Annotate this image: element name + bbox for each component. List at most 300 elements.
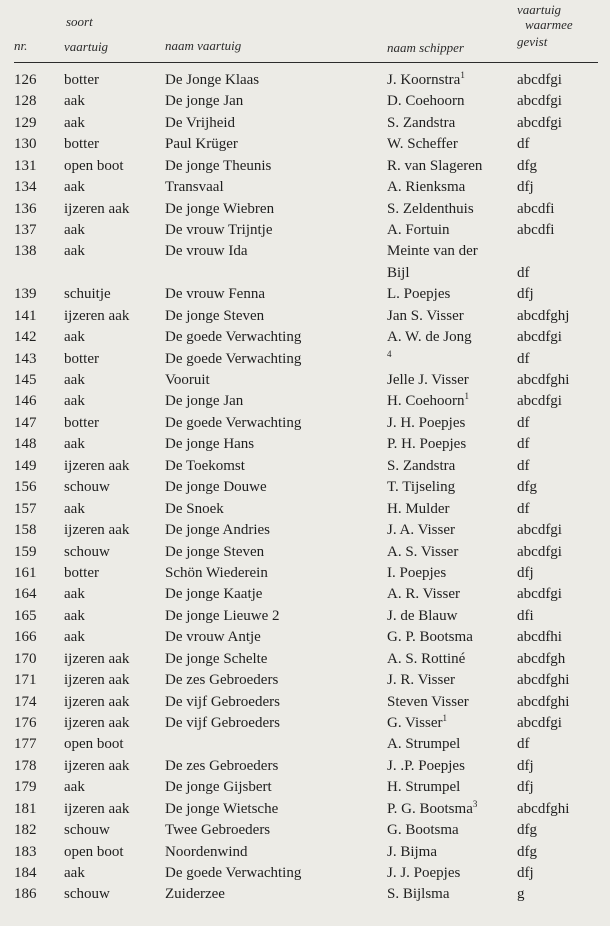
table-row bbox=[0, 692, 610, 713]
row-skipper-name-text: A. Strumpel bbox=[387, 736, 461, 753]
row-vessel-name bbox=[165, 520, 270, 541]
row-nr bbox=[14, 734, 37, 755]
row-nr bbox=[14, 391, 37, 412]
row-skipper-name bbox=[387, 584, 460, 605]
footnote-marker: 3 bbox=[472, 798, 478, 809]
row-vessel-type bbox=[64, 499, 85, 520]
row-nr-text: 166 bbox=[14, 629, 37, 646]
row-vessel-type bbox=[64, 606, 85, 627]
row-vessel-type bbox=[64, 220, 85, 241]
row-skipper-name-text: J. Bijma bbox=[387, 843, 438, 860]
row-fishing-code-text: dfg bbox=[517, 822, 537, 838]
row-fishing-code bbox=[517, 863, 534, 884]
row-nr-text: 176 bbox=[14, 714, 37, 731]
row-skipper-name-text: Jan S. Visser bbox=[387, 307, 464, 324]
row-skipper-name bbox=[387, 692, 469, 713]
table-row bbox=[0, 391, 610, 412]
row-vessel-name-text: De jonge Kaatje bbox=[165, 586, 263, 603]
row-vessel-type-text: aak bbox=[64, 629, 85, 646]
row-nr bbox=[14, 799, 37, 820]
row-nr-text: 148 bbox=[14, 436, 37, 453]
table-row bbox=[0, 413, 610, 434]
row-skipper-name-text: J. Koornstra bbox=[387, 72, 461, 88]
row-vessel-type bbox=[64, 777, 85, 798]
table-row bbox=[0, 863, 610, 884]
row-vessel-name-text: Vooruit bbox=[165, 372, 210, 388]
row-skipper-name bbox=[387, 499, 450, 520]
row-fishing-code bbox=[517, 884, 525, 905]
row-fishing-code bbox=[517, 220, 554, 241]
header-soort-line-2: vaartuig bbox=[64, 39, 109, 54]
row-nr bbox=[14, 584, 37, 605]
row-skipper-name-text: J. A. Visser bbox=[387, 522, 455, 538]
row-fishing-code bbox=[517, 777, 534, 798]
row-nr-text: 134 bbox=[14, 179, 37, 196]
row-skipper-name bbox=[387, 820, 459, 841]
row-skipper-name-text: A. Rienksma bbox=[387, 179, 466, 196]
row-vessel-name-text: De jonge Lieuwe 2 bbox=[165, 607, 280, 624]
row-vessel-type-text: aak bbox=[64, 243, 85, 260]
row-nr-text: 139 bbox=[14, 286, 37, 303]
row-nr-text: 182 bbox=[14, 822, 37, 838]
row-skipper-name bbox=[387, 863, 460, 884]
row-vessel-type bbox=[64, 477, 110, 498]
row-fishing-code-text: abcdfgi bbox=[517, 543, 562, 560]
row-vessel-name-text: De jonge Theunis bbox=[165, 157, 272, 174]
row-nr-text: 136 bbox=[14, 200, 37, 217]
row-fishing-code bbox=[517, 70, 562, 91]
row-skipper-name bbox=[387, 799, 477, 820]
row-fishing-code bbox=[517, 199, 554, 220]
row-fishing-code bbox=[517, 456, 530, 477]
table-row bbox=[0, 499, 610, 520]
row-fishing-code bbox=[517, 734, 530, 755]
row-vessel-type-text: aak bbox=[64, 779, 85, 796]
row-skipper-name bbox=[387, 842, 437, 863]
row-nr bbox=[14, 177, 37, 198]
row-skipper-name-text: G. Visser bbox=[387, 714, 443, 731]
row-skipper-name-text: L. Poepjes bbox=[387, 286, 451, 303]
table-row bbox=[0, 756, 610, 777]
row-nr-text: 170 bbox=[14, 650, 37, 667]
row-fishing-code bbox=[517, 134, 530, 155]
row-vessel-name-text: De vrouw Antje bbox=[165, 629, 261, 646]
row-nr bbox=[14, 284, 37, 305]
row-nr bbox=[14, 649, 37, 670]
row-fishing-code bbox=[517, 670, 569, 691]
row-vessel-name-text: De goede Verwachting bbox=[165, 329, 302, 346]
row-nr-text: 177 bbox=[14, 736, 37, 753]
row-fishing-code-text: df bbox=[517, 500, 530, 517]
table-row bbox=[0, 799, 610, 820]
row-skipper-name bbox=[387, 349, 392, 370]
row-vessel-name bbox=[165, 670, 278, 691]
row-vessel-type-text: aak bbox=[64, 393, 85, 410]
row-skipper-name-text: A. Fortuin bbox=[387, 222, 450, 238]
row-nr-text: 171 bbox=[14, 672, 37, 688]
row-fishing-code-text: abcdfi bbox=[517, 222, 555, 238]
row-vessel-type-text: ijzeren aak bbox=[64, 650, 130, 667]
row-vessel-type-text: aak bbox=[64, 586, 85, 603]
row-fishing-code-text: abcdfi bbox=[517, 200, 555, 217]
footnote-marker: 4 bbox=[387, 348, 392, 359]
row-vessel-name bbox=[165, 692, 280, 713]
row-nr-text: 183 bbox=[14, 843, 37, 860]
row-nr-text: 130 bbox=[14, 136, 37, 153]
row-skipper-name-text: A. S. Visser bbox=[387, 543, 459, 560]
table-row bbox=[0, 284, 610, 305]
header-rule bbox=[14, 62, 598, 63]
row-vessel-type bbox=[64, 649, 129, 670]
row-nr bbox=[14, 756, 37, 777]
row-vessel-name bbox=[165, 327, 301, 348]
row-vessel-type-text: open boot bbox=[64, 157, 124, 174]
row-vessel-type bbox=[64, 734, 124, 755]
row-vessel-name bbox=[165, 649, 267, 670]
row-vessel-name-text: De vrouw Trijntje bbox=[165, 222, 273, 238]
row-nr-text: 137 bbox=[14, 222, 37, 238]
table-row bbox=[0, 584, 610, 605]
row-fishing-code-text: abcdfgi bbox=[517, 72, 562, 88]
row-fishing-code bbox=[517, 349, 530, 370]
row-fishing-code bbox=[517, 306, 569, 327]
table-row bbox=[0, 220, 610, 241]
table-row bbox=[0, 734, 610, 755]
row-skipper-name-text: S. Zeldenthuis bbox=[387, 200, 474, 217]
row-vessel-name bbox=[165, 70, 259, 91]
row-skipper-name bbox=[387, 756, 465, 777]
row-fishing-code-text: abcdfgi bbox=[517, 522, 562, 538]
row-vessel-name-text: De vijf Gebroeders bbox=[165, 714, 280, 731]
row-skipper-name bbox=[387, 627, 473, 648]
row-skipper-name bbox=[387, 177, 465, 198]
row-nr-text: 146 bbox=[14, 393, 37, 410]
row-vessel-type-text: open boot bbox=[64, 736, 124, 753]
row-skipper-name bbox=[387, 134, 458, 155]
row-fishing-code-text: df bbox=[517, 457, 530, 474]
row-fishing-code-text: dfj bbox=[517, 564, 534, 581]
row-skipper-name-text: J. de Blauw bbox=[387, 607, 458, 624]
row-vessel-name bbox=[165, 542, 264, 563]
row-vessel-name bbox=[165, 199, 274, 220]
row-vessel-name bbox=[165, 370, 210, 391]
row-fishing-code bbox=[517, 542, 562, 563]
row-fishing-code bbox=[517, 842, 537, 863]
row-nr bbox=[14, 349, 37, 370]
row-skipper-name-text: J. J. Poepjes bbox=[387, 864, 461, 881]
row-vessel-type-text: ijzeren aak bbox=[64, 457, 130, 474]
row-vessel-type-text: aak bbox=[64, 500, 85, 517]
footnote-marker: 1 bbox=[460, 70, 465, 80]
row-vessel-type-text: aak bbox=[64, 607, 85, 624]
row-vessel-name bbox=[165, 884, 225, 905]
row-vessel-type-text: botter bbox=[64, 350, 99, 367]
row-skipper-name bbox=[387, 370, 469, 391]
row-vessel-name bbox=[165, 177, 224, 198]
row-vessel-name-text: De vrouw Fenna bbox=[165, 286, 265, 303]
table-row bbox=[0, 842, 610, 863]
row-vessel-name-text: De goede Verwachting bbox=[165, 414, 302, 431]
row-nr bbox=[14, 627, 37, 648]
row-vessel-type bbox=[64, 584, 85, 605]
row-vessel-name bbox=[165, 391, 243, 412]
row-nr-text: 164 bbox=[14, 586, 37, 603]
table-row bbox=[0, 820, 610, 841]
row-skipper-name bbox=[387, 113, 455, 134]
row-vessel-name bbox=[165, 241, 247, 262]
row-fishing-code-text: dfj bbox=[517, 179, 534, 196]
row-vessel-name bbox=[165, 584, 262, 605]
row-vessel-name bbox=[165, 499, 224, 520]
row-nr bbox=[14, 499, 37, 520]
row-fishing-code-text: abcdfhi bbox=[517, 629, 562, 646]
row-nr bbox=[14, 542, 37, 563]
row-nr-text: 129 bbox=[14, 114, 37, 131]
row-skipper-name-text: H. Coehoorn bbox=[387, 393, 465, 410]
row-vessel-type bbox=[64, 799, 129, 820]
row-skipper-name-text: Jelle J. Visser bbox=[387, 372, 469, 388]
row-fishing-code-text: dfg bbox=[517, 843, 537, 860]
row-skipper-name-text: S. Bijlsma bbox=[387, 886, 450, 903]
row-vessel-type bbox=[64, 327, 85, 348]
row-vessel-type bbox=[64, 842, 124, 863]
row-vessel-type bbox=[64, 370, 85, 391]
row-vessel-type-text: ijzeren aak bbox=[64, 522, 130, 538]
row-skipper-name bbox=[387, 284, 450, 305]
row-nr-text: 178 bbox=[14, 757, 37, 774]
row-vessel-type bbox=[64, 670, 129, 691]
row-vessel-type-text: schouw bbox=[64, 886, 110, 903]
row-nr bbox=[14, 606, 37, 627]
header-soort-line-1: soort bbox=[66, 14, 93, 29]
row-nr bbox=[14, 692, 37, 713]
row-fishing-code-text: dfg bbox=[517, 157, 537, 174]
row-vessel-name-text: De jonge Douwe bbox=[165, 479, 267, 496]
row-skipper-name bbox=[387, 542, 458, 563]
table-row bbox=[0, 306, 610, 327]
row-fishing-code-text: df bbox=[517, 736, 530, 753]
row-vessel-name-text: De jonge Gijsbert bbox=[165, 779, 272, 796]
row-fishing-code bbox=[517, 177, 534, 198]
table-row bbox=[0, 542, 610, 563]
row-skipper-name bbox=[387, 777, 460, 798]
table-row bbox=[0, 199, 610, 220]
row-skipper-name bbox=[387, 563, 446, 584]
row-fishing-code bbox=[517, 584, 562, 605]
row-vessel-type bbox=[64, 520, 129, 541]
row-vessel-type bbox=[64, 627, 85, 648]
row-vessel-name-text: De jonge Wiebren bbox=[165, 200, 275, 217]
header-naam-schipper: naam schipper bbox=[387, 40, 464, 55]
row-fishing-code bbox=[517, 113, 562, 134]
row-vessel-name-text: De Jonge Klaas bbox=[165, 72, 260, 88]
row-nr bbox=[14, 820, 37, 841]
row-fishing-code bbox=[517, 692, 569, 713]
row-fishing-code bbox=[517, 756, 534, 777]
row-vessel-name bbox=[165, 156, 271, 177]
row-nr bbox=[14, 113, 37, 134]
row-skipper-name bbox=[387, 734, 460, 755]
row-skipper-name bbox=[387, 327, 472, 348]
row-skipper-name bbox=[387, 156, 482, 177]
row-vessel-type-text: aak bbox=[64, 93, 85, 110]
row-vessel-name-text: Paul Krüger bbox=[165, 136, 238, 153]
row-vessel-type bbox=[64, 306, 129, 327]
row-fishing-code bbox=[517, 434, 530, 455]
row-vessel-name bbox=[165, 306, 264, 327]
row-skipper-name bbox=[387, 391, 469, 412]
row-skipper-name bbox=[387, 199, 474, 220]
row-vessel-name bbox=[165, 756, 278, 777]
row-fishing-code bbox=[517, 606, 534, 627]
row-vessel-type bbox=[64, 413, 99, 434]
row-fishing-code-text: dfj bbox=[517, 757, 534, 774]
row-skipper-name bbox=[387, 884, 450, 905]
table-row bbox=[0, 563, 610, 584]
row-nr-text: 138 bbox=[14, 243, 37, 260]
row-vessel-type-text: schouw bbox=[64, 543, 110, 560]
footnote-marker: 1 bbox=[442, 712, 447, 723]
row-fishing-code bbox=[517, 520, 562, 541]
row-vessel-name bbox=[165, 799, 278, 820]
row-vessel-type bbox=[64, 199, 129, 220]
row-vessel-name-text: De jonge Steven bbox=[165, 543, 265, 560]
row-vessel-name-text: De zes Gebroeders bbox=[165, 672, 279, 688]
row-vessel-type-text: ijzeren aak bbox=[64, 757, 130, 774]
row-nr bbox=[14, 434, 37, 455]
row-nr-text: 145 bbox=[14, 372, 37, 388]
row-vessel-type-text: ijzeren aak bbox=[64, 714, 130, 731]
row-skipper-name bbox=[387, 91, 465, 112]
row-vessel-name bbox=[165, 713, 280, 734]
row-fishing-code-text: dfj bbox=[517, 286, 534, 303]
row-fishing-code-text: df bbox=[517, 136, 530, 153]
row-vessel-type bbox=[64, 156, 124, 177]
row-vessel-name bbox=[165, 220, 273, 241]
row-fishing-code-text: abcdfgi bbox=[517, 329, 562, 346]
row-vessel-type bbox=[64, 177, 85, 198]
row-vessel-name-text: De Snoek bbox=[165, 500, 224, 517]
row-vessel-type-text: ijzeren aak bbox=[64, 307, 130, 324]
table-row bbox=[0, 649, 610, 670]
row-nr-text: 142 bbox=[14, 329, 37, 346]
row-vessel-type bbox=[64, 542, 110, 563]
row-nr bbox=[14, 884, 37, 905]
row-fishing-code-text: abcdfghi bbox=[517, 672, 570, 688]
row-vessel-name-text: De vrouw Ida bbox=[165, 243, 248, 260]
table-row bbox=[0, 520, 610, 541]
row-nr-text: 141 bbox=[14, 307, 37, 324]
row-vessel-name-text: De goede Verwachting bbox=[165, 864, 302, 881]
row-vessel-type-text: aak bbox=[64, 436, 85, 453]
row-fishing-code-text: abcdfgi bbox=[517, 93, 562, 110]
row-fishing-code-text: dfg bbox=[517, 479, 537, 496]
row-fishing-code bbox=[517, 263, 530, 284]
row-nr bbox=[14, 413, 37, 434]
row-nr-text: 186 bbox=[14, 886, 37, 903]
row-vessel-type bbox=[64, 113, 85, 134]
row-skipper-name-text: T. Tijseling bbox=[387, 479, 456, 496]
row-skipper-name-text: Steven Visser bbox=[387, 693, 469, 710]
row-nr-text: 156 bbox=[14, 479, 37, 496]
row-fishing-code bbox=[517, 820, 537, 841]
row-vessel-type bbox=[64, 134, 99, 155]
row-fishing-code-text: abcdfghi bbox=[517, 372, 570, 388]
header-naam-vaartuig: naam vaartuig bbox=[165, 38, 242, 53]
row-nr bbox=[14, 670, 37, 691]
row-nr bbox=[14, 777, 37, 798]
row-fishing-code-text: df bbox=[517, 436, 530, 453]
row-vessel-type bbox=[64, 563, 99, 584]
row-vessel-name-text: De jonge Jan bbox=[165, 393, 244, 410]
row-vessel-type-text: ijzeren aak bbox=[64, 200, 130, 217]
row-fishing-code-text: abcdfghi bbox=[517, 693, 570, 710]
row-nr-text: 165 bbox=[14, 607, 37, 624]
row-vessel-type bbox=[64, 456, 129, 477]
row-skipper-name bbox=[387, 649, 465, 670]
row-fishing-code bbox=[517, 713, 562, 734]
table-row bbox=[0, 349, 610, 370]
row-fishing-code bbox=[517, 370, 569, 391]
row-vessel-name-text: Zuiderzee bbox=[165, 886, 225, 903]
row-vessel-name-text: Noordenwind bbox=[165, 843, 248, 860]
row-nr bbox=[14, 70, 37, 91]
row-vessel-name bbox=[165, 91, 243, 112]
row-nr-text: 149 bbox=[14, 457, 37, 474]
row-vessel-type-text: aak bbox=[64, 114, 85, 131]
row-vessel-type bbox=[64, 284, 111, 305]
row-skipper-name-text: A. R. Visser bbox=[387, 586, 460, 603]
row-skipper-name bbox=[387, 713, 447, 734]
table-row bbox=[0, 606, 610, 627]
row-fishing-code bbox=[517, 799, 569, 820]
row-nr bbox=[14, 456, 37, 477]
row-vessel-name bbox=[165, 863, 301, 884]
row-nr-text: 161 bbox=[14, 564, 37, 581]
table-row bbox=[0, 477, 610, 498]
row-vessel-name bbox=[165, 820, 270, 841]
row-nr-text: 157 bbox=[14, 500, 37, 517]
row-vessel-type-text: ijzeren aak bbox=[64, 672, 130, 688]
row-skipper-name-text: J. .P. Poepjes bbox=[387, 757, 465, 774]
row-vessel-type bbox=[64, 91, 85, 112]
row-vessel-name bbox=[165, 842, 248, 863]
table-row bbox=[0, 777, 610, 798]
row-vessel-name-text: De jonge Andries bbox=[165, 522, 270, 538]
row-fishing-code bbox=[517, 563, 534, 584]
row-vessel-type-text: aak bbox=[64, 372, 85, 388]
table-row bbox=[0, 70, 610, 91]
row-vessel-name bbox=[165, 627, 261, 648]
row-vessel-name-text: De jonge Schelte bbox=[165, 650, 268, 667]
row-skipper-name-text: G. P. Bootsma bbox=[387, 629, 473, 646]
header-gevist-line-3: gevist bbox=[517, 34, 548, 49]
row-skipper-name-text: A. W. de Jong bbox=[387, 329, 472, 346]
row-skipper-name-text: P. G. Bootsma bbox=[387, 800, 473, 817]
row-skipper-name-text: R. van Slageren bbox=[387, 157, 483, 174]
row-nr bbox=[14, 241, 37, 262]
row-nr bbox=[14, 520, 37, 541]
row-skipper-name bbox=[387, 670, 455, 691]
row-nr bbox=[14, 199, 37, 220]
table-row bbox=[0, 884, 610, 905]
row-fishing-code bbox=[517, 156, 537, 177]
row-skipper-name-text: W. Scheffer bbox=[387, 136, 458, 153]
row-fishing-code bbox=[517, 477, 537, 498]
table-row bbox=[0, 91, 610, 112]
row-fishing-code-text: abcdfghj bbox=[517, 307, 570, 324]
table-row bbox=[0, 370, 610, 391]
